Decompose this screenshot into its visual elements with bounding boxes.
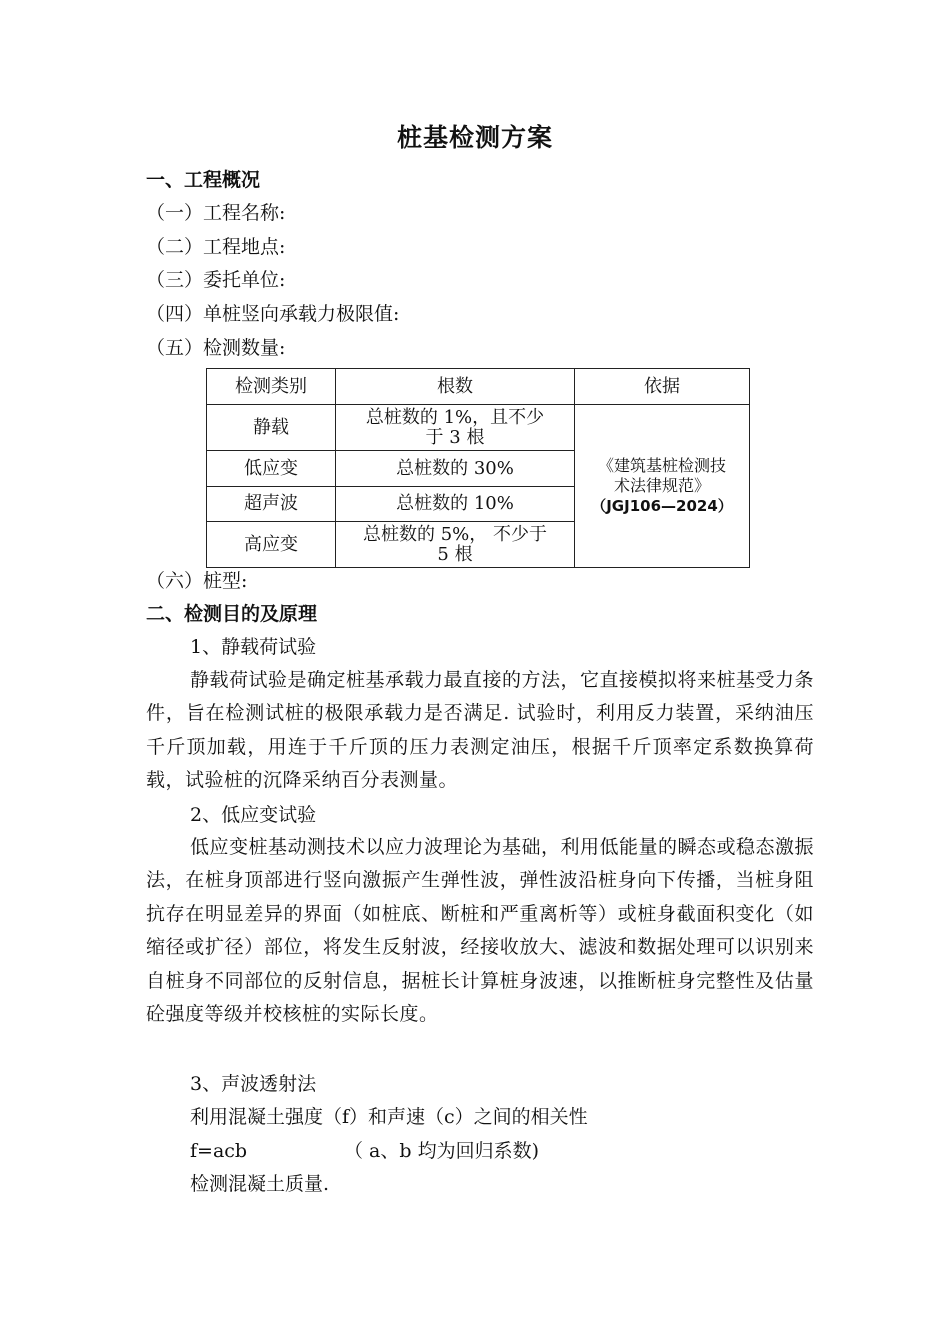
table-header-row: [207, 369, 750, 405]
section-1-heading: 一、工程概况: [146, 169, 261, 191]
basis-line: 术法律规范》: [613, 476, 710, 495]
static-load-title: 1、静载荷试验: [190, 636, 317, 658]
low-strain-title: 2、低应变试验: [190, 804, 317, 826]
row-count-line: 总桩数的 5%， 不少于: [363, 523, 547, 545]
item-project-name: （一）工程名称:: [146, 202, 286, 224]
static-load-paragraph: 静载荷试验是确定桩基承载力最直接的方法，它直接模拟将来桩基受力条件，旨在检测试桩的极限承载力是否满足. 试验时，利用反力装置，采纳油压千斤顶加载，用连于千斤顶的压力表测定油压，根据千斤顶率定系数换算荷载，试验桩的沉降采纳百分表测量。: [146, 669, 815, 792]
basis-line: [581, 496, 743, 516]
row-category: 静载: [207, 405, 336, 451]
table-row: [207, 405, 750, 451]
item-test-quantity: （五）检测数量:: [146, 337, 286, 359]
row-count: [336, 522, 575, 568]
basis-line: 《建筑基桩检测技: [597, 456, 726, 475]
row-count: [336, 405, 575, 451]
row-category: 高应变: [207, 522, 336, 568]
row-category: 低应变: [207, 451, 336, 487]
row-count-line: 于 3 根: [425, 426, 485, 448]
basis-code: （JGJ106—2024）: [591, 497, 733, 515]
document-title: 桩基检测方案: [396, 123, 553, 152]
low-strain-paragraph: 低应变桩基动测技术以应力波理论为基础，利用低能量的瞬态或稳态激振法，在桩身顶部进行竖向激振产生弹性波，弹性波沿桩身向下传播，当桩身阻抗存在明显差异的界面（如桩底、断桩和严重离析等）或桩身截面积变化（如缩径或扩径）部位，将发生反射波，经接收放大、滤波和数据处理可以识别来自桩身不同部位的反射信息，据桩长计算桩身波速，以推断桩身完整性及估量砼强度等级并校核桩的实际长度。: [146, 836, 815, 1026]
row-category: 超声波: [207, 487, 336, 522]
header-category: 检测类别: [207, 369, 336, 405]
row-count: 总桩数的 10%: [336, 487, 575, 522]
sonic-line: 利用混凝土强度（f）和声速（c）之间的相关性: [190, 1106, 588, 1128]
test-quantity-table: [206, 368, 750, 568]
item-pile-type: （六）桩型:: [146, 570, 248, 592]
item-project-location: （二）工程地点:: [146, 236, 286, 258]
basis-cell: [575, 405, 750, 568]
row-count-line: 总桩数的 1%，且不少: [365, 406, 545, 428]
header-basis: 依据: [575, 369, 750, 405]
sonic-title: 3、声波透射法: [190, 1073, 317, 1095]
row-count-line: 5 根: [437, 543, 473, 565]
item-client: （三）委托单位:: [146, 269, 286, 291]
item-bearing-capacity: （四）单桩竖向承载力极限值:: [146, 303, 400, 325]
formula: f=acb: [190, 1140, 248, 1162]
sonic-conclusion: 检测混凝土质量.: [190, 1173, 330, 1195]
header-count: 根数: [336, 369, 575, 405]
row-count: 总桩数的 30%: [336, 451, 575, 487]
formula-note: （ a、b 均为回归系数): [344, 1140, 539, 1162]
section-2-heading: 二、检测目的及原理: [146, 603, 318, 625]
